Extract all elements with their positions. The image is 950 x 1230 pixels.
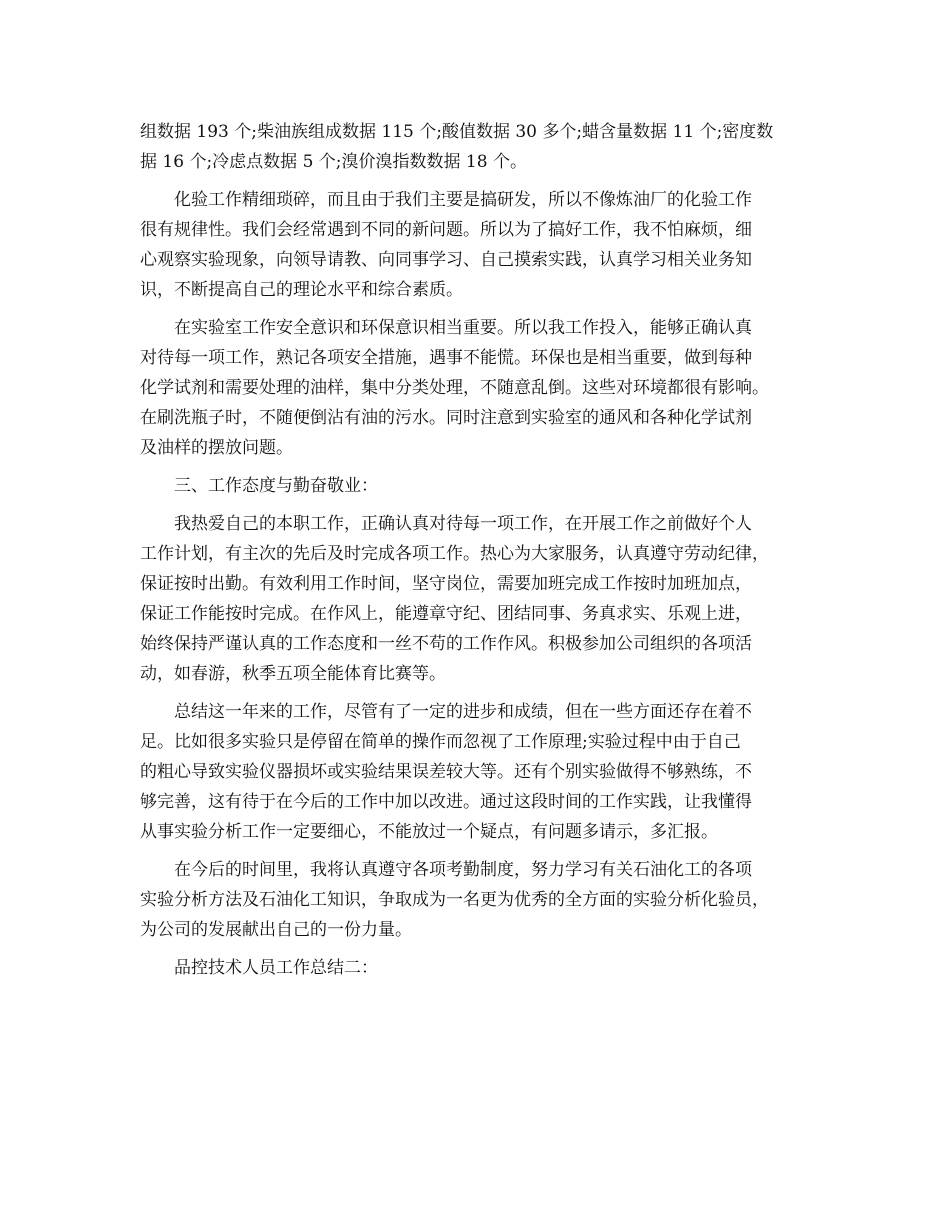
text-line: 品控技术人员工作总结二： bbox=[174, 958, 378, 978]
text-line: 在今后的时间里，我将认真遵守各项考勤制度，努力学习有关石油化工的各项 bbox=[174, 860, 752, 880]
text-line: 动，如春游，秋季五项全能体育比赛等。 bbox=[140, 664, 446, 684]
text-line: 保证按时出勤。有效利用工作时间，坚守岗位，需要加班完成工作按时加班加点， bbox=[140, 574, 752, 594]
text-line: 为公司的发展献出自己的一份力量。 bbox=[140, 920, 412, 940]
document-body bbox=[140, 117, 812, 991]
text-line: 够完善，这有待于在今后的工作中加以改进。通过这段时间的工作实践，让我懂得 bbox=[140, 792, 752, 812]
text-line: 工作计划，有主次的先后及时完成各项工作。热心为大家服务，认真遵守劳动纪律， bbox=[140, 544, 769, 564]
text-line: 从事实验分析工作一定要细心，不能放过一个疑点，有问题多请示，多汇报。 bbox=[140, 822, 718, 842]
text-line: 心观察实验现象，向领导请教、向同事学习、自己摸索实践，认真学习相关业务知 bbox=[140, 250, 752, 270]
text-line: 识，不断提高自己的理论水平和综合素质。 bbox=[140, 280, 463, 300]
text-line: 保证工作能按时完成。在作风上，能遵章守纪、团结同事、务真求实、乐观上进， bbox=[140, 604, 752, 624]
text-line: 足。比如很多实验只是停留在简单的操作而忽视了工作原理;实验过程中由于自己 bbox=[140, 732, 741, 752]
text-line: 据 16 个;冷虑点数据 5 个;溴价溴指数数据 18 个。 bbox=[140, 152, 527, 172]
text-line: 我热爱自己的本职工作，正确认真对待每一项工作，在开展工作之前做好个人 bbox=[174, 514, 752, 534]
text-line: 在刷洗瓶子时，不随便倒沾有油的污水。同时注意到实验室的通风和各种化学试剂 bbox=[140, 408, 752, 428]
text-line: 三、工作态度与勤奋敬业： bbox=[174, 476, 378, 496]
text-line: 化验工作精细琐碎，而且由于我们主要是搞研发，所以不像炼油厂的化验工作 bbox=[174, 190, 752, 210]
text-line: 在实验室工作安全意识和环保意识相当重要。所以我工作投入，能够正确认真 bbox=[174, 318, 752, 338]
text-line: 及油样的摆放问题。 bbox=[140, 438, 293, 458]
text-line: 组数据 193 个;柴油族组成数据 115 个;酸值数据 30 多个;蜡含量数据 11 个;密度数 bbox=[140, 122, 774, 142]
text-line: 对待每一项工作，熟记各项安全措施，遇事不能慌。环保也是相当重要，做到每种 bbox=[140, 348, 752, 368]
text-line: 很有规律性。我们会经常遇到不同的新问题。所以为了搞好工作，我不怕麻烦，细 bbox=[140, 220, 752, 240]
text-line: 化学试剂和需要处理的油样，集中分类处理，不随意乱倒。这些对环境都很有影响。 bbox=[140, 378, 769, 398]
text-line: 的粗心导致实验仪器损坏或实验结果误差较大等。还有个别实验做得不够熟练，不 bbox=[140, 762, 752, 782]
text-line: 实验分析方法及石油化工知识，争取成为一名更为优秀的全方面的实验分析化验员， bbox=[140, 890, 769, 910]
text-line: 始终保持严谨认真的工作态度和一丝不苟的工作作风。积极参加公司组织的各项活 bbox=[140, 634, 752, 654]
text-line: 总结这一年来的工作，尽管有了一定的进步和成绩，但在一些方面还存在着不 bbox=[174, 702, 752, 722]
